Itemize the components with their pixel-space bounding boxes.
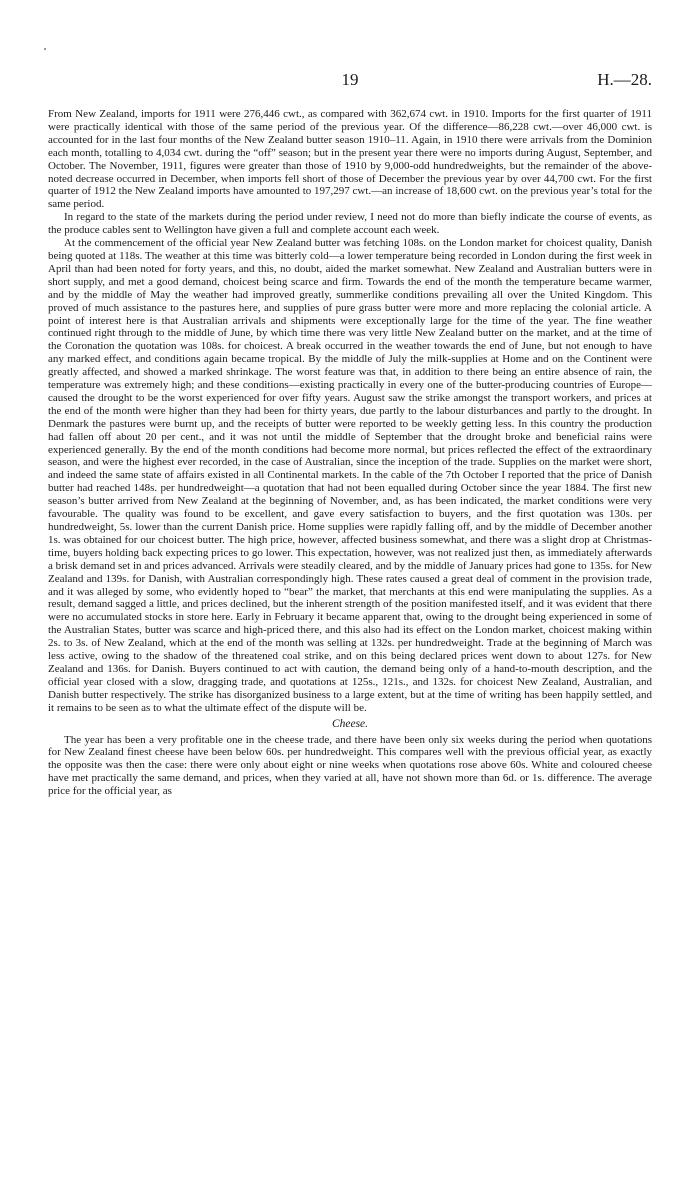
scan-mark [44,48,46,50]
paragraph-imports: From New Zealand, imports for 1911 were 276,446 cwt., as compared with 362,674 cwt. in 1910. Imports for the first quarter of 1911 were practically identical with those of the same period of the previous year. Of the difference—86,228 cwt.—over 46,000 cwt. is accounted for in the last four months of the New Zealand butter season 1910–11. Again, in 1910 there were arrivals from the Dominion each month, totalling to 4,034 cwt. during the “off” season; but in the present year there were no imports during August, September, and October. The November, 1911, figures were greater than those of 1910 by 9,000-odd hundredweights, but the remainder of the above-noted decrease occurred in December, when imports fell short of those of December the previous year by over 44,700 cwt. For the first quarter of 1912 the New Zealand imports have amounted to 197,297 cwt.—an increase of 18,600 cwt. on the previous year’s total for the same period. [48,108,652,211]
document-reference: H.—28. [597,70,652,89]
paragraph-markets-intro: In regard to the state of the markets during the period under review, I need not do more than biefly indicate the course of events, as the produce cables sent to Wellington have given a full and complete account each week. [48,211,652,237]
section-heading-cheese: Cheese. [331,717,369,730]
paragraph-cheese: The year has been a very profitable one in the cheese trade, and there have been only six weeks during the period when quotations for New Zealand finest cheese have been below 60s. per hundredweight. This compares well with the previous official year, as exactly the opposite was then the case: there were only about eight or nine weeks when quotations rose above 60s. White and coloured cheese have met practically the same demand, and prices, when they varied at all, have not shown more than 6d. or 1s. difference. The average price for the official year, as [48,733,652,798]
body-text [48,108,652,798]
page-number: 19 [341,70,359,89]
paragraph-market-review: At the commencement of the official year New Zealand butter was fetching 108s. on the London market for choicest quality, Danish being quoted at 118s. The weather at this time was bitterly cold—a lower temperature being recorded in London during the first week in April than had been noted for forty years, and this, no doubt, aided the market somewhat. New Zealand and Australian butters were in short supply, and met a good demand, choicest being scarce and firm. Towards the end of the month the temperature became warmer, and by the middle of May the weather had improved greatly, summerlike conditions prevailing all over the United Kingdom. This proved of much assistance to the pastures here, and supplies of pure grass butter were more and more replacing the colonial article. A point of interest here is that Australian arrivals and shipments were exceptionally large for the time of the year. The fine weather continued right through to the middle of June, by which time there was very little New Zealand butter on the market, and at the time of the Coronation the quotation was 108s. for choicest. A break occurred in the weather towards the end of June, but not enough to have any marked effect, and conditions again became tropical. By the middle of July the milk-supplies at Home and on the Continent were greatly affected, and showed a marked shrinkage. The worst feature was that, in addition to there being an entire absence of rain, the temperature was extremely high; and these conditions—existing practically in every one of the butter-producing countries of Europe—caused the drought to be the worst experienced for over fifty years. August saw the strike amongst the transport workers, and prices at the end of the month were higher than they had been for thirty years, due partly to the labour disturbances and partly to the drought. In Denmark the pastures were burnt up, and the receipts of butter were reported to be weekly getting less. In this country the production had fallen off about 20 per cent., and it was not until the middle of September that the drought broke and beneficial rains were experienced generally. By the end of the month conditions had become more normal, but prices reflected the effect of the extraordinary season, and were the highest ever recorded, in the case of Australian, since the inception of the trade. Supplies on the market were short, and indeed the same state of affairs existed in all Continental markets. In the cable of the 7th October I reported that the price of Danish butter had reached 148s. per hundredweight—a quotation that had not been equalled during October since the year 1884. The first new season’s butter arrived from New Zealand at the beginning of November, and, as has been indicated, the market conditions were very favourable. The quality was found to be excellent, and gave every satisfaction to buyers, and the first quotation was 130s. per hundredweight, 5s. lower than the current Danish price. Home supplies were rapidly falling off, and by the middle of December another 1s. was obtained for our choicest butter. The high price, however, affected business somewhat, and there was a slight drop at Christmas-time, buyers holding back expecting prices to go lower. This expectation, however, was not realized just then, as immediately afterwards a brisk demand set in and prices advanced. Arrivals were steadily cleared, and by the middle of January prices had gone to 135s. for New Zealand and 139s. for Danish, with Australian correspondingly high. These rates caused a great deal of comment in the provision trade, and it was alleged by some, who evidently hoped to “bear” the market, that merchants at this end were manipulating the supplies. As a result, demand sagged a little, and prices declined, but the inherent strength of the position manifested itself, and it was evident that there were no accumulated stocks in store here. Early in February it became apparent that, owing to the drought being experienced in some of the Australian States, butter was scarce and high-priced there, and this also had its effect on the London market, choicest making within 2s. to 3s. of New Zealand, which at the end of the month was selling at 132s. per hundredweight. Trade at the beginning of March was less active, owing to the shadow of the threatened coal strike, and on this being declared prices went down to about 127s. for New Zealand and 136s. for Danish. Buyers continued to act with caution, the demand being only of a hand-to-mouth description, and the official year closed with a slow, dragging trade, and quotations at 125s., 121s., and 132s. for choicest New Zealand, Australian, and Danish butter respectively. The strike has disorganized business to a large extent, but at the time of writing has been happily settled, and it remains to be seen as to what the ultimate effect of the dispute will be. [48,237,652,714]
